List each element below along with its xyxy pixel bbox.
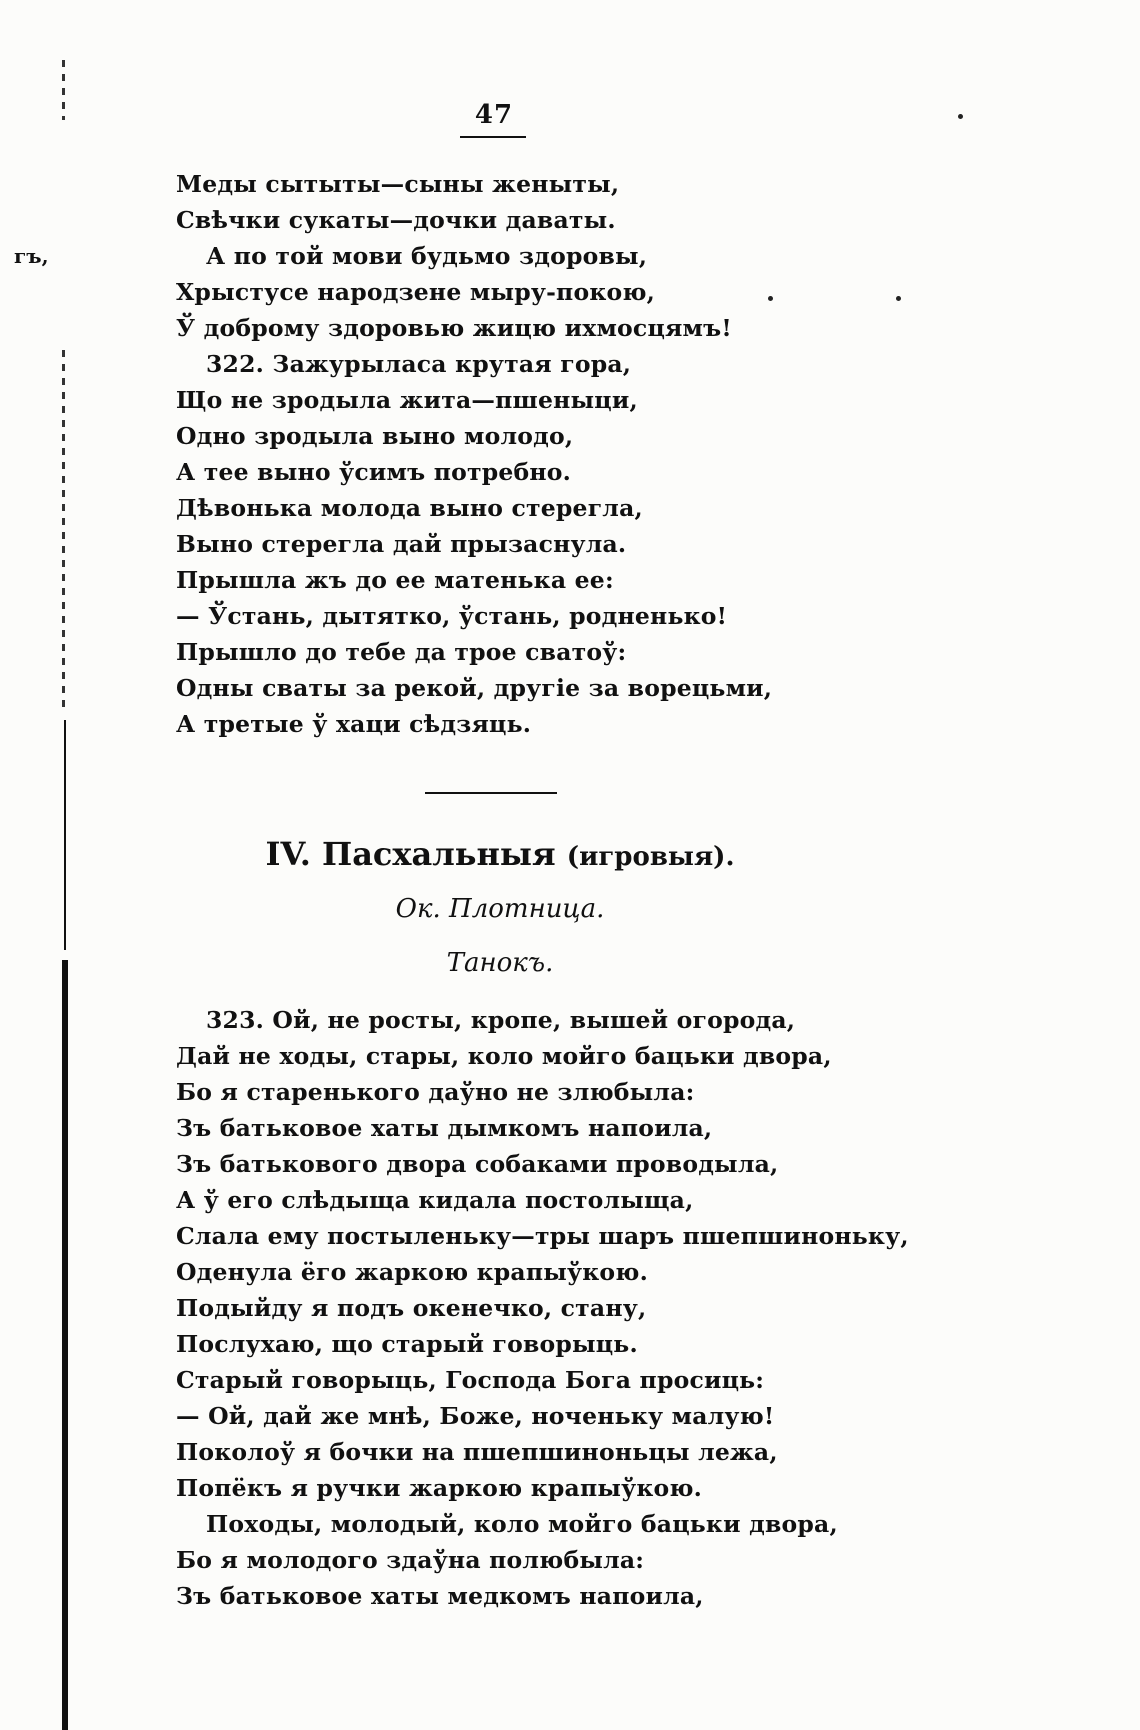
poem-line: Хрыстусе народзене мыру-покою, xyxy=(176,278,656,306)
poem-line: Слала ему постыленьку—тры шаръ пшепшиноньку, xyxy=(176,1222,909,1250)
poem-line: Ў доброму здоровью жицю ихмосцямъ! xyxy=(176,314,732,342)
speck xyxy=(768,296,773,301)
section-divider xyxy=(425,792,557,794)
poem-line: 323. Ой, не росты, кропе, вышей огорода, xyxy=(206,1006,796,1034)
poem-line: Зъ батьковое хаты медкомъ напоила, xyxy=(176,1582,704,1610)
poem-line: Старый говорыць, Господа Бога просиць: xyxy=(176,1366,765,1394)
poem-line: Прышло до тебе да трое сватоў: xyxy=(176,638,627,666)
poem-line: Одны сваты за рекой, другіе за ворецьми, xyxy=(176,674,773,702)
section-title-sub: (игровыя). xyxy=(566,842,735,872)
poem-line: Походы, молодый, коло мойго бацьки двора, xyxy=(206,1510,838,1538)
poem-line: Що не зродыла жита—пшеныци, xyxy=(176,386,638,414)
section-title xyxy=(0,834,1000,877)
poem-line: — Ой, дай же мнѣ, Боже, ноченьку малую! xyxy=(176,1402,775,1430)
binding-dots-mid xyxy=(62,350,65,710)
poem-line: Бо я молодого здаўна полюбыла: xyxy=(176,1546,645,1574)
poem-line: 322. Зажурылаcа крутая гора, xyxy=(206,350,632,378)
speck xyxy=(896,296,901,301)
poem-line: Меды сытыты—сыны женыты, xyxy=(176,170,620,198)
poem-line: Бо я старенького даўно не злюбыла: xyxy=(176,1078,695,1106)
poem-line: Зъ батьковое хаты дымкомъ напоила, xyxy=(176,1114,713,1142)
poem-line: Прышла жъ до ее матенька ее: xyxy=(176,566,614,594)
poem-line: Оденула ёго жаркою крапыўкою. xyxy=(176,1258,648,1286)
binding-dots-top xyxy=(62,60,65,120)
section-place: Ок. Плотница. xyxy=(395,894,605,924)
poem-line: Выно стерегла дай прызаснула. xyxy=(176,530,627,558)
poem-line: А третые ў хаци сѣдзяць. xyxy=(176,710,532,738)
poem-line: А ў его слѣдыща кидала постолыща, xyxy=(176,1186,694,1214)
binding-line-lower xyxy=(62,960,68,1730)
poem-line: Попёкъ я ручки жаркою крапыўкою. xyxy=(176,1474,703,1502)
poem-line: А тее выно ўсимъ потребно. xyxy=(176,458,572,486)
poem-line: Подыйду я подъ окенечко, стану, xyxy=(176,1294,647,1322)
section-genre: Танокъ. xyxy=(446,948,554,978)
poem-line: Дай не ходы, стары, коло мойго бацьки двора, xyxy=(176,1042,832,1070)
section-title-main: IV. Пасхальныя xyxy=(265,835,556,873)
speck xyxy=(958,114,963,119)
poem-line: Поколоў я бочки на пшепшиноньцы лежа, xyxy=(176,1438,778,1466)
poem-line: Одно зродыла выно молодо, xyxy=(176,422,574,450)
poem-line: Послухаю, що старый говорыць. xyxy=(176,1330,638,1358)
poem-line: Свѣчки сукаты—дочки даваты. xyxy=(176,206,616,234)
poem-line: Зъ батькового двора собаками проводыла, xyxy=(176,1150,779,1178)
margin-note: гъ, xyxy=(14,244,49,268)
page-number-underline xyxy=(460,136,526,138)
poem-line: Дѣвонька молода выно стерегла, xyxy=(176,494,643,522)
poem-line: А по той мови будьмо здоровы, xyxy=(206,242,648,270)
poem-line: — Ўстань, дытятко, ўстань, родненько! xyxy=(176,602,728,630)
page-number: 47 xyxy=(474,100,514,130)
